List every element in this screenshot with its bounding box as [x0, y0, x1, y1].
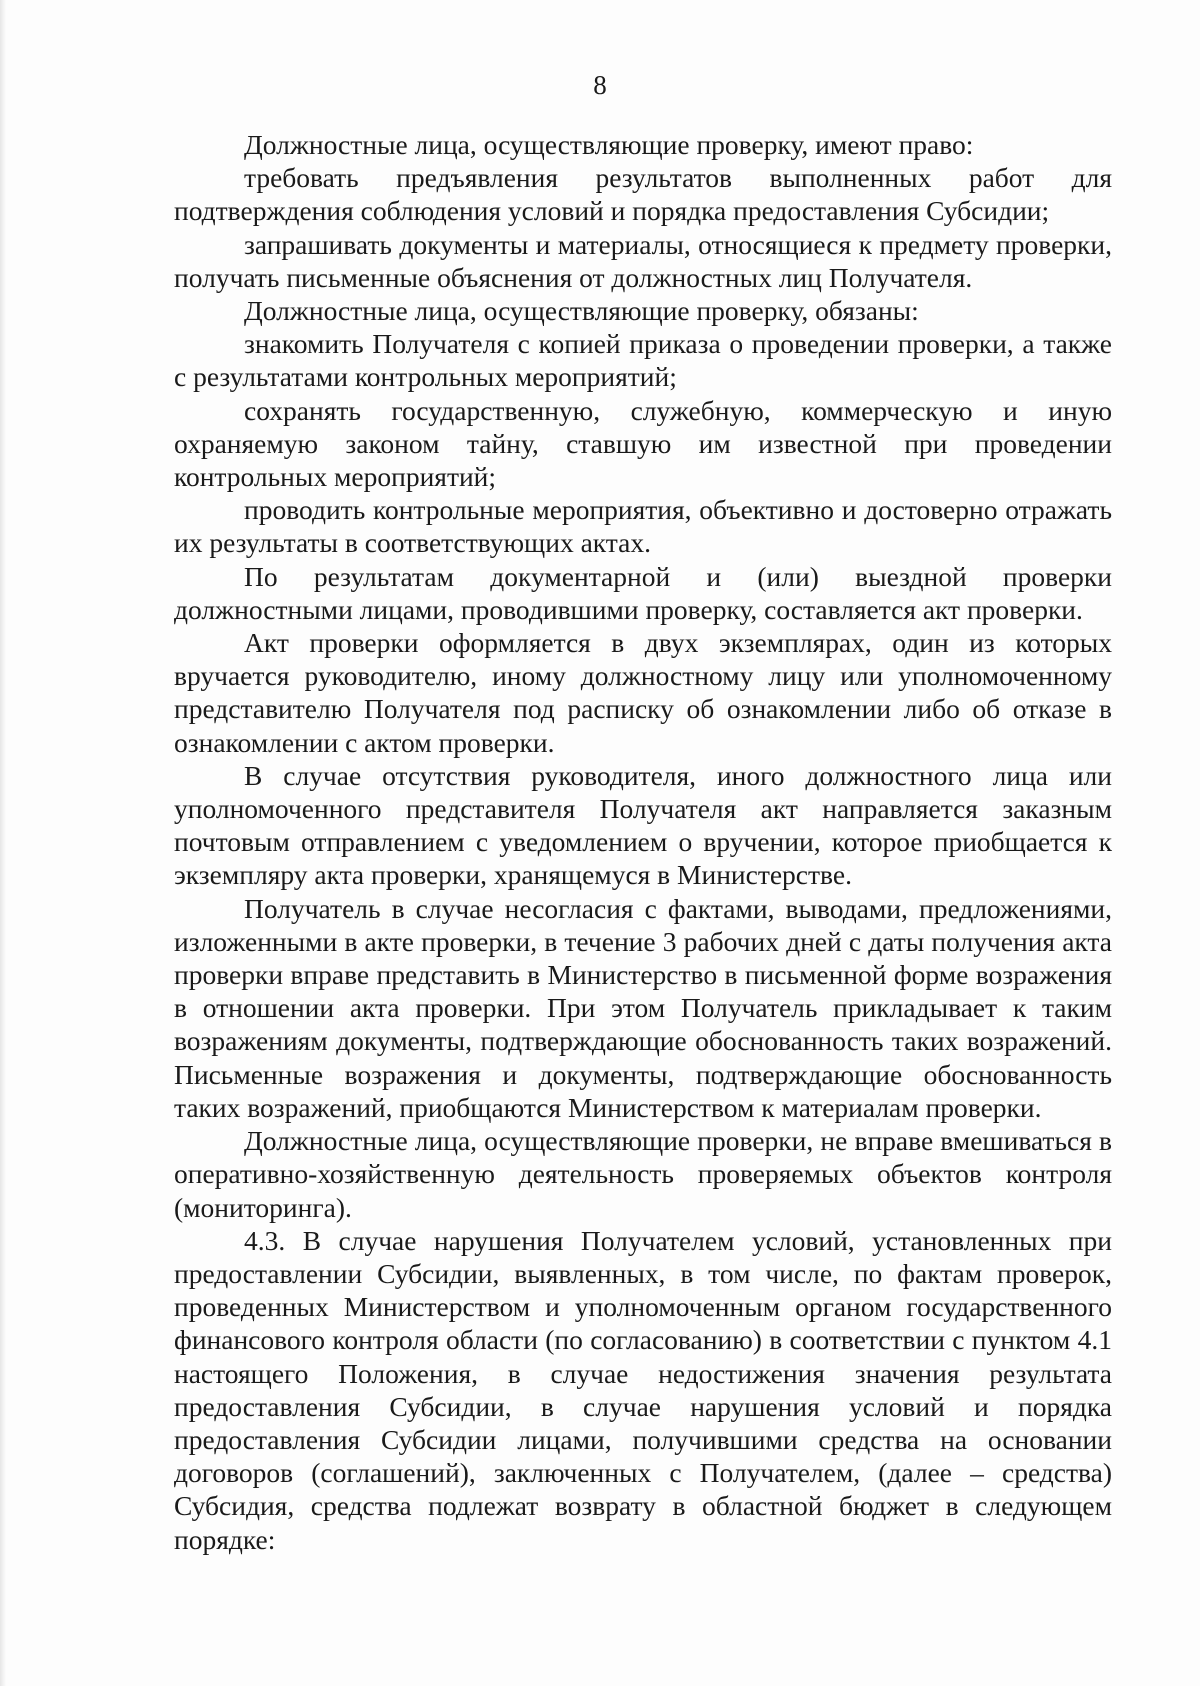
paragraph-duties-intro: Должностные лица, осуществляющие проверку, обязаны: — [244, 295, 919, 327]
document-body — [174, 128, 1112, 1556]
paragraph-inspection-act: По результатам документарной и (или) выездной проверки должностными лицами, проводившими проверку, составляется акт проверки. — [174, 560, 1112, 625]
paragraph-act-copies: Акт проверки оформляется в двух экземплярах, один из которых вручается руководителю, иному должностному лицу или уполномоченному представителю Получателя под расписку об ознакомлении либо об отказе в ознакомлении с актом проверки. — [174, 627, 1112, 758]
paragraph-absence-of-head: В случае отсутствия руководителя, иного должностного лица или уполномоченного представителя Получателя акт направляется заказным почтовым отправлением с уведомлением о вручении, которое приобщается к экземпляру акта проверки, хранящемуся в Министерстве. — [174, 759, 1112, 891]
page-edge — [0, 0, 6, 1686]
page-number: 8 — [593, 70, 607, 100]
paragraph-acquaint-recipient: знакомить Получателя с копией приказа о проведении проверки, а также с результатами контрольных мероприятий; — [174, 328, 1112, 393]
paragraph-request-documents: запрашивать документы и материалы, относящиеся к предмету проверки, получать письменные объяснения от должностных лиц Получателя. — [174, 228, 1112, 293]
paragraph-conduct-objectively: проводить контрольные мероприятия, объективно и достоверно отражать их результаты в соответствующих актах. — [174, 494, 1112, 559]
paragraph-section-4-3: 4.3. В случае нарушения Получателем условий, установленных при предоставлении Субсидии, выявленных, в том числе, по фактам проверок, проведенных Министерством и уполномоченным органом государственного финансового контроля области (по согласованию) в соответствии с пунктом 4.1 настоящего Положения, в случае недостижения значения результата предоставления Субсидии, в случае нарушения условий и порядка предоставления Субсидии лицами, получившими средства на основании договоров (соглашений), заключенных с Получателем, (далее – средства) Субсидия, средства подлежат возврату в областной бюджет в следующем порядке: — [174, 1224, 1112, 1555]
paragraph-keep-secret: сохранять государственную, служебную, коммерческую и иную охраняемую законом тайну, ставшую им известной при проведении контрольных мероприятий; — [174, 394, 1112, 493]
paragraph-non-interference: Должностные лица, осуществляющие проверки, не вправе вмешиваться в оперативно-хозяйственную деятельность проверяемых объектов контроля (мониторинга). — [174, 1125, 1112, 1223]
paragraph-objections: Получатель в случае несогласия с фактами, выводами, предложениями, изложенными в акте проверки, в течение 3 рабочих дней с даты получения акта проверки вправе представить в Министерство в письменной форме возражения в отношении акта проверки. При этом Получатель прикладывает к таким возражениям документы, подтверждающие обоснованность таких возражений. Письменные возражения и документы, подтверждающие обоснованность таких возражений, приобщаются Министерством к материалам проверки. — [174, 892, 1112, 1123]
paragraph-require-results: требовать предъявления результатов выполненных работ для подтверждения соблюдения условий и порядка предоставления Субсидии; — [174, 162, 1112, 227]
paragraph-rights-intro: Должностные лица, осуществляющие проверку, имеют право: — [244, 129, 974, 160]
